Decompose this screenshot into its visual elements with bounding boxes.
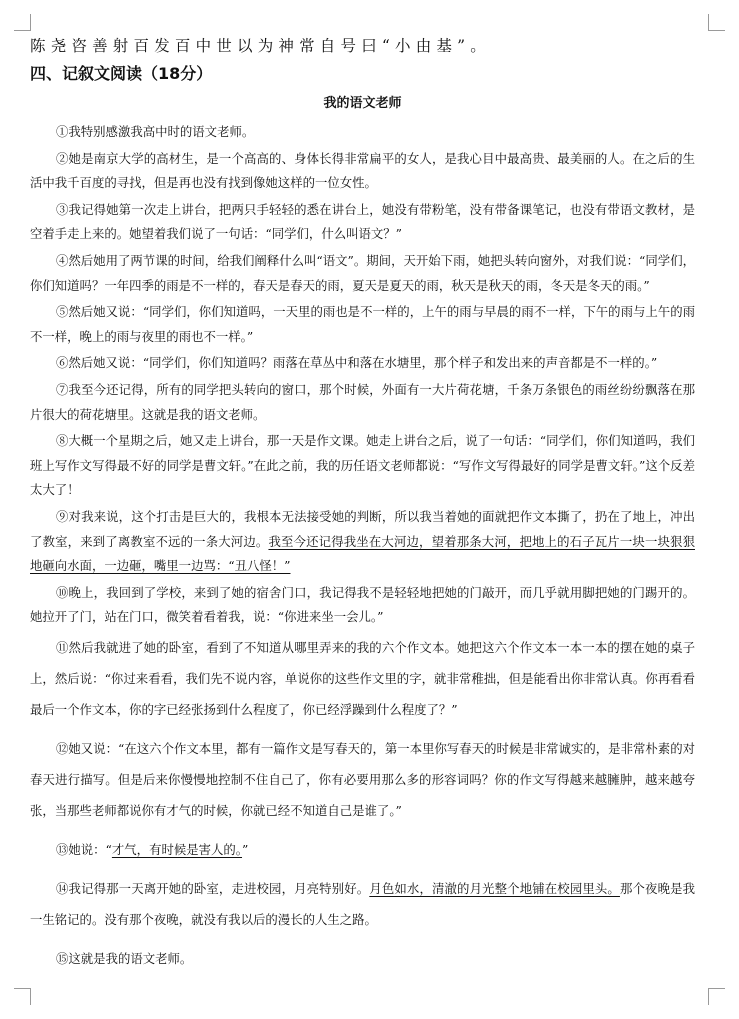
paragraph-1 (30, 120, 695, 145)
crop-mark-top-left (14, 14, 31, 31)
crop-mark-bottom-right (708, 988, 725, 1005)
paragraph-text: ①我特别感激我高中时的语文老师。 (56, 124, 255, 139)
paragraph-9 (30, 505, 695, 579)
article-title: 我的语文老师 (323, 96, 402, 111)
paragraph-8 (30, 429, 695, 503)
underlined-sentence: 月色如水，清澈的月光整个地铺在校园里头。 (369, 880, 620, 896)
section-heading: 四、记叙文阅读（18分） (30, 64, 213, 83)
underlined-sentence: 才气，有时候是害人的。 (111, 841, 243, 857)
paragraph-3 (30, 198, 695, 247)
paragraph-7 (30, 378, 695, 427)
paragraph-text: ⑭我记得那一天离开她的卧室，走进校园，月亮特别好。 (56, 880, 370, 896)
paragraph-text-after: 那个夜晚是我一生铭记的。没有那个夜晚，就没有我以后的漫长的人生之路。 (30, 880, 696, 927)
paragraph-text: ⑫她又说：“在这六个作文本里，都有一篇作文是写春天的，第一本里你写春天的时候是非常诚实的，是非常朴素的对春天进行描写。但是后来你慢慢地控制不住自己了，你有必要用那么多的形容词吗？你的作文写得越来越臃肿，越来越夸张，当那些老师都说你有才气的时候，你就已经不知道自己是谁了。” (30, 740, 695, 818)
underlined-sentence: 我至今还记得我坐在大河边，望着那条大河，把地上的石子瓦片一块一块狠狠地砸向水面，一边砸，嘴里一边骂：“丑八怪！” (30, 533, 695, 574)
paragraph-text: ⑤然后她又说：“同学们，你们知道吗，一天里的雨也是不一样的，上午的雨与早晨的雨不一样，下午的雨与上午的雨不一样，晚上的雨与夜里的雨也不一样。” (30, 304, 695, 344)
paragraph-text: ⑨对我来说，这个打击是巨大的，我根本无法接受她的判断，所以我当着她的面就把作文本撕了，扔在了地上，冲出了教室，来到了离教室不远的一条大河边。 (30, 508, 695, 549)
paragraph-text: ④然后她用了两节课的时间，给我们阐释什么叫“语文”。期间，天开始下雨，她把头转向窗外，对我们说：“同学们，你们知道吗？一年四季的雨是不一样的，春天是春天的雨，夏天是夏天的雨，秋天是秋天的雨，冬天是冬天的雨。” (30, 252, 695, 293)
paragraph-4 (30, 249, 695, 298)
paragraph-text: ⑥然后她又说：“同学们，你们知道吗？雨落在草丛中和落在水塘里，那个样子和发出来的声音都是不一样的。” (56, 355, 658, 371)
paragraph-13 (30, 834, 695, 865)
paragraph-6 (30, 351, 695, 376)
classical-chinese-line: 陈尧咨善射百发百中世以为神常自号曰“小由基”。 (30, 37, 491, 55)
document-page (30, 34, 695, 982)
paragraph-text: ⑧大概一个星期之后，她又走上讲台，那一天是作文课。她走上讲台之后，说了一句话：“同学们，你们知道吗，我们班上写作文写得最不好的同学是曹文轩。”在此之前，我的历任语文老师都说：“写作文写得最好的同学是曹文轩。”这个反差太大了！ (30, 433, 695, 498)
crop-mark-top-right (708, 14, 725, 31)
paragraph-text: ⑦我至今还记得，所有的同学把头转向的窗口，那个时候，外面有一大片荷花塘，千条万条银色的雨丝纷纷飘落在那片很大的荷花塘里。这就是我的语文老师。 (30, 381, 695, 422)
paragraph-2 (30, 147, 695, 196)
paragraph-text-after: ” (242, 841, 249, 857)
paragraph-text: ⑮这就是我的语文老师。 (56, 950, 193, 966)
paragraph-11 (30, 632, 695, 725)
paragraph-text: ⑪然后我就进了她的卧室，看到了不知道从哪里弄来的我的六个作文本。她把这六个作文本一本一本的摆在她的桌子上，然后说：“你过来看看，我们先不说内容，单说你的这些作文里的字，就非常稚拙，但是能看出你非常认真。你再看看最后一个作文本，你的字已经张扬到什么程度了，你已经浮躁到什么程度了？” (30, 639, 695, 717)
paragraph-14 (30, 873, 695, 935)
paragraph-15 (30, 943, 695, 974)
crop-mark-bottom-left (14, 988, 31, 1005)
paragraph-10 (30, 581, 695, 630)
paragraph-text: ③我记得她第一次走上讲台，把两只手轻轻的悉在讲台上，她没有带粉笔，没有带备课笔记，也没有带语文教材，是空着手走上来的。她望着我们说了一句话：“同学们，什么叫语文？” (30, 201, 695, 242)
paragraph-text: ⑩晚上，我回到了学校，来到了她的宿舍门口，我记得我不是轻轻地把她的门敲开，而几乎就用脚把她的门踢开的。她拉开了门，站在门口，微笑着看着我，说：“你进来坐一会儿。” (30, 584, 695, 625)
paragraph-5 (30, 300, 695, 349)
paragraph-12 (30, 733, 695, 826)
paragraph-text: ②她是南京大学的高材生，是一个高高的、身体长得非常扁平的女人，是我心目中最高贵、最美丽的人。在之后的生活中我千百度的寻找，但是再也没有找到像她这样的一位女性。 (30, 150, 695, 191)
paragraph-text: ⑬她说：“ (56, 841, 112, 857)
